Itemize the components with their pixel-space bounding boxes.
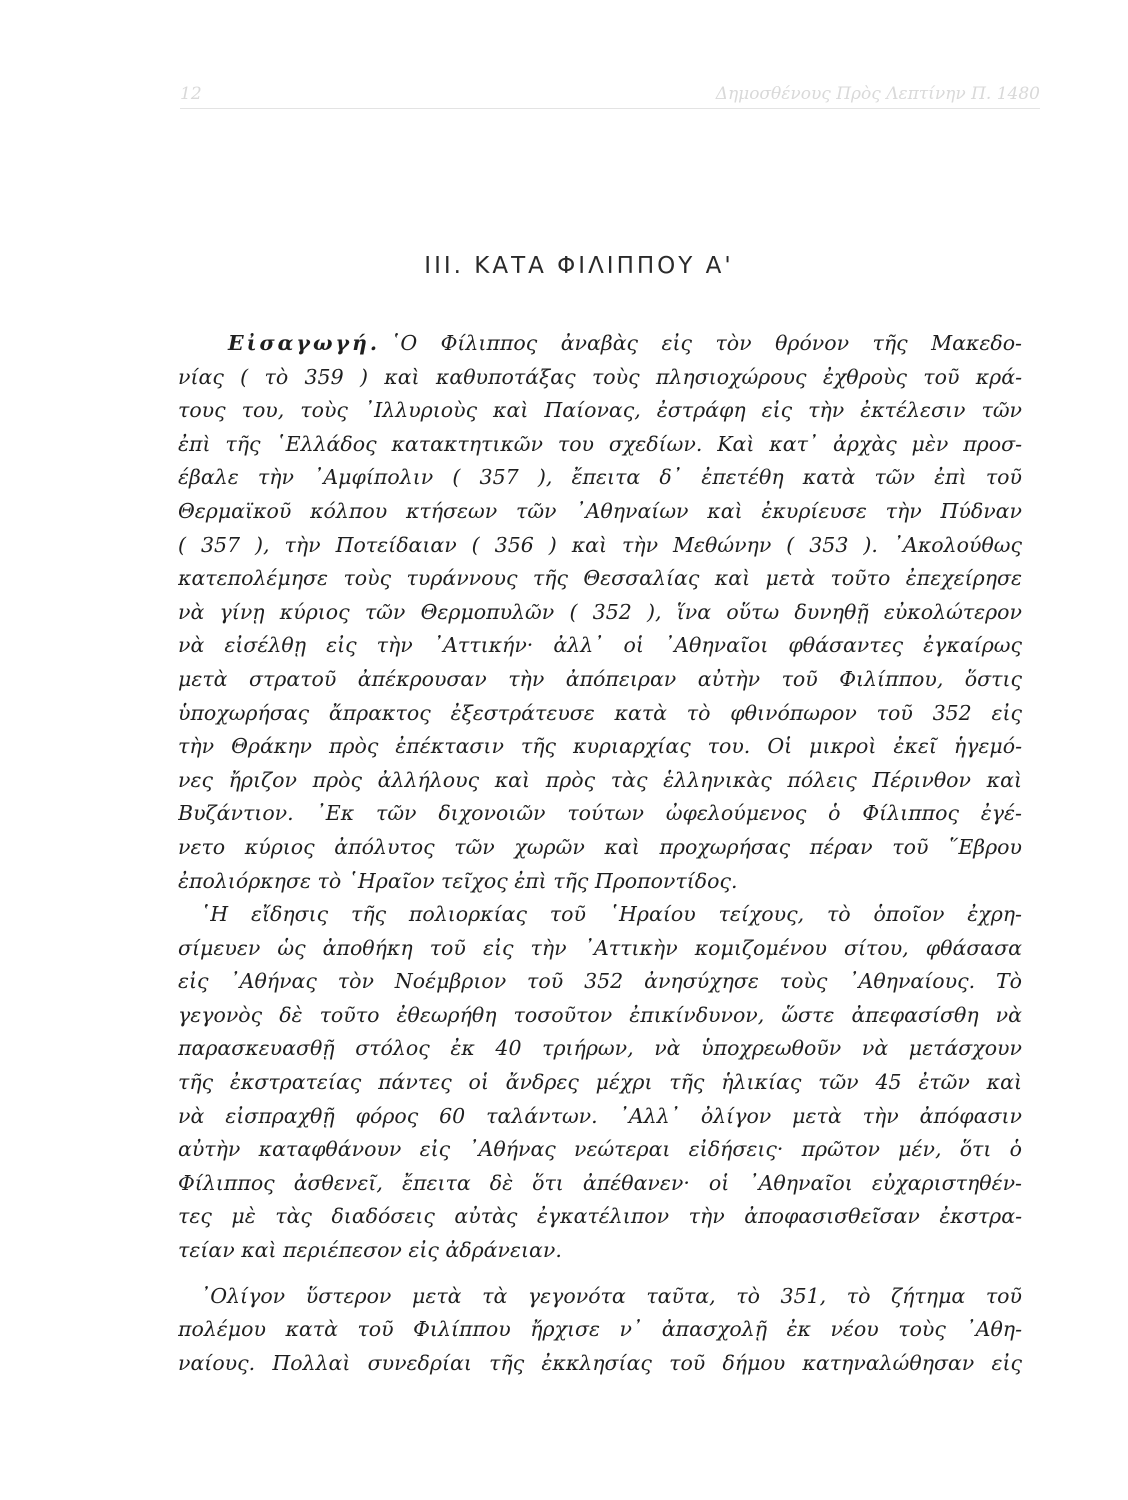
text-line: κατεπολέμησε τοὺς τυράννους τῆς Θεσσαλίας καὶ μετὰ τοῦτο ἐπεχείρησε — [178, 566, 1022, 591]
text-line: τες μὲ τὰς διαδόσεις αὐτὰς ἐγκατέλιπον τὴν ἀποφασισθεῖσαν ἐκστρα- — [178, 1204, 1022, 1229]
text-line: εἰς ᾿Αθήνας τὸν Νοέμβριον τοῦ 352 ἀνησύχησε τοὺς ᾿Αθηναίους. Τὸ — [178, 969, 1022, 994]
text-line: τὴν Θράκην πρὸς ἐπέκτασιν τῆς κυριαρχίας του. Οἱ μικροὶ ἐκεῖ ἡγεμό- — [178, 734, 1022, 759]
text-line: τῆς ἐκστρατείας πάντες οἱ ἄνδρες μέχρι τῆς ἡλικίας τῶν 45 ἐτῶν καὶ — [178, 1070, 1022, 1095]
text-line: ῾Η εἴδησις τῆς πολιορκίας τοῦ ῾Ηραίου τείχους, τὸ ὁποῖον ἐχρη- — [200, 902, 1022, 927]
bleed-running-title: Δημοσθένους Πρὸς Λεπτίνην Π. 1480 — [715, 84, 1040, 104]
intro-label: Εἰσαγωγή. — [228, 331, 381, 355]
text-line: ὑποχωρήσας ἄπρακτος ἐξεστράτευσε κατὰ τὸ φθινόπωρον τοῦ 352 εἰς — [178, 700, 1022, 725]
text-line: Φίλιππος ἀσθενεῖ, ἔπειτα δὲ ὅτι ἀπέθανεν· οἱ ᾿Αθηναῖοι εὐχαριστηθέν- — [178, 1170, 1022, 1195]
bleed-page-number: 12 — [180, 84, 202, 104]
text-line: ἐπὶ τῆς ῾Ελλάδος κατακτητικῶν του σχεδίων. Καὶ κατ᾿ ἀρχὰς μὲν προσ- — [178, 431, 1022, 456]
text-line: τους του, τοὺς ᾿Ιλλυριοὺς καὶ Παίονας, ἐστράφη εἰς τὴν ἐκτέλεσιν τῶν — [178, 398, 1022, 423]
body-text — [178, 327, 1022, 1380]
text-line — [178, 327, 1022, 361]
text-line: πολέμου κατὰ τοῦ Φιλίππου ἤρχισε ν᾿ ἀπασχολῇ ἐκ νέου τοὺς ᾿Αθη- — [178, 1317, 1022, 1342]
text-line: νὰ γίνῃ κύριος τῶν Θερμοπυλῶν ( 352 ), ἵνα οὕτω δυνηθῇ εὐκολώτερον — [178, 599, 1022, 624]
text-line: νίας ( τὸ 359 ) καὶ καθυποτάξας τοὺς πλησιοχώρους ἐχθροὺς τοῦ κρά- — [178, 364, 1022, 389]
text-line: μετὰ στρατοῦ ἀπέκρουσαν τὴν ἀπόπειραν αὐτὴν τοῦ Φιλίππου, ὅστις — [178, 666, 1022, 691]
text-line: νετο κύριος ἀπόλυτος τῶν χωρῶν καὶ προχωρήσας πέραν τοῦ ῞Εβρου — [178, 834, 1022, 859]
text-line: γεγονὸς δὲ τοῦτο ἐθεωρήθη τοσοῦτον ἐπικίνδυνον, ὥστε ἀπεφασίσθη νὰ — [178, 1002, 1022, 1027]
text-line: παρασκευασθῇ στόλος ἐκ 40 τριήρων, νὰ ὑποχρεωθοῦν νὰ μετάσχουν — [178, 1036, 1022, 1061]
text-line: ἐπολιόρκησε τὸ ῾Ηραῖον τεῖχος ἐπὶ τῆς Προποντίδος. — [178, 868, 738, 893]
text-line: νὰ εἰσπραχθῇ φόρος 60 ταλάντων. ᾿Αλλ᾿ ὀλίγον μετὰ τὴν ἀπόφασιν — [178, 1103, 1022, 1128]
chapter-title: III. ΚΑΤΑ ΦΙΛΙΠΠΟΥ Α' — [424, 253, 734, 279]
text-line: Βυζάντιον. ᾿Εκ τῶν διχονοιῶν τούτων ὠφελούμενος ὁ Φίλιππος ἐγέ- — [178, 801, 1022, 826]
text-line: σίμευεν ὡς ἀποθήκη τοῦ εἰς τὴν ᾿Αττικὴν κομιζομένου σίτου, φθάσασα — [178, 935, 1022, 960]
paragraph-gap — [178, 1268, 1022, 1280]
text-line: ναίους. Πολλαὶ συνεδρίαι τῆς ἐκκλησίας τοῦ δήμου κατηναλώθησαν εἰς — [178, 1350, 1022, 1375]
bleed-through-header — [180, 78, 1040, 109]
text-line: νες ἤριζον πρὸς ἀλλήλους καὶ πρὸς τὰς ἑλληνικὰς πόλεις Πέρινθον καὶ — [178, 767, 1022, 792]
text-line: ( 357 ), τὴν Ποτείδαιαν ( 356 ) καὶ τὴν Μεθώνην ( 353 ). ᾿Ακολούθως — [178, 532, 1022, 557]
text-line: έβαλε τὴν ᾿Αμφίπολιν ( 357 ), ἔπειτα δ᾿ ἐπετέθη κατὰ τῶν ἐπὶ τοῦ — [178, 465, 1022, 490]
text-line-content: ῾Ο Φίλιππος ἀναβὰς εἰς τὸν θρόνον τῆς Μακεδο- — [390, 331, 1022, 355]
text-line: τείαν καὶ περιέπεσον εἰς ἀδράνειαν. — [178, 1238, 562, 1263]
text-line: Θερμαϊκοῦ κόλπου κτήσεων τῶν ᾿Αθηναίων καὶ ἐκυρίευσε τὴν Πύδναν — [178, 498, 1022, 523]
text-line: αὐτὴν καταφθάνουν εἰς ᾿Αθήνας νεώτεραι εἰδήσεις· πρῶτον μέν, ὅτι ὁ — [178, 1137, 1022, 1162]
text-line: ᾿Ολίγον ὕστερον μετὰ τὰ γεγονότα ταῦτα, τὸ 351, τὸ ζήτημα τοῦ — [200, 1283, 1022, 1308]
text-line: νὰ εἰσέλθῃ εἰς τὴν ᾿Αττικήν· ἀλλ᾿ οἱ ᾿Αθηναῖοι φθάσαντες ἐγκαίρως — [178, 633, 1022, 658]
